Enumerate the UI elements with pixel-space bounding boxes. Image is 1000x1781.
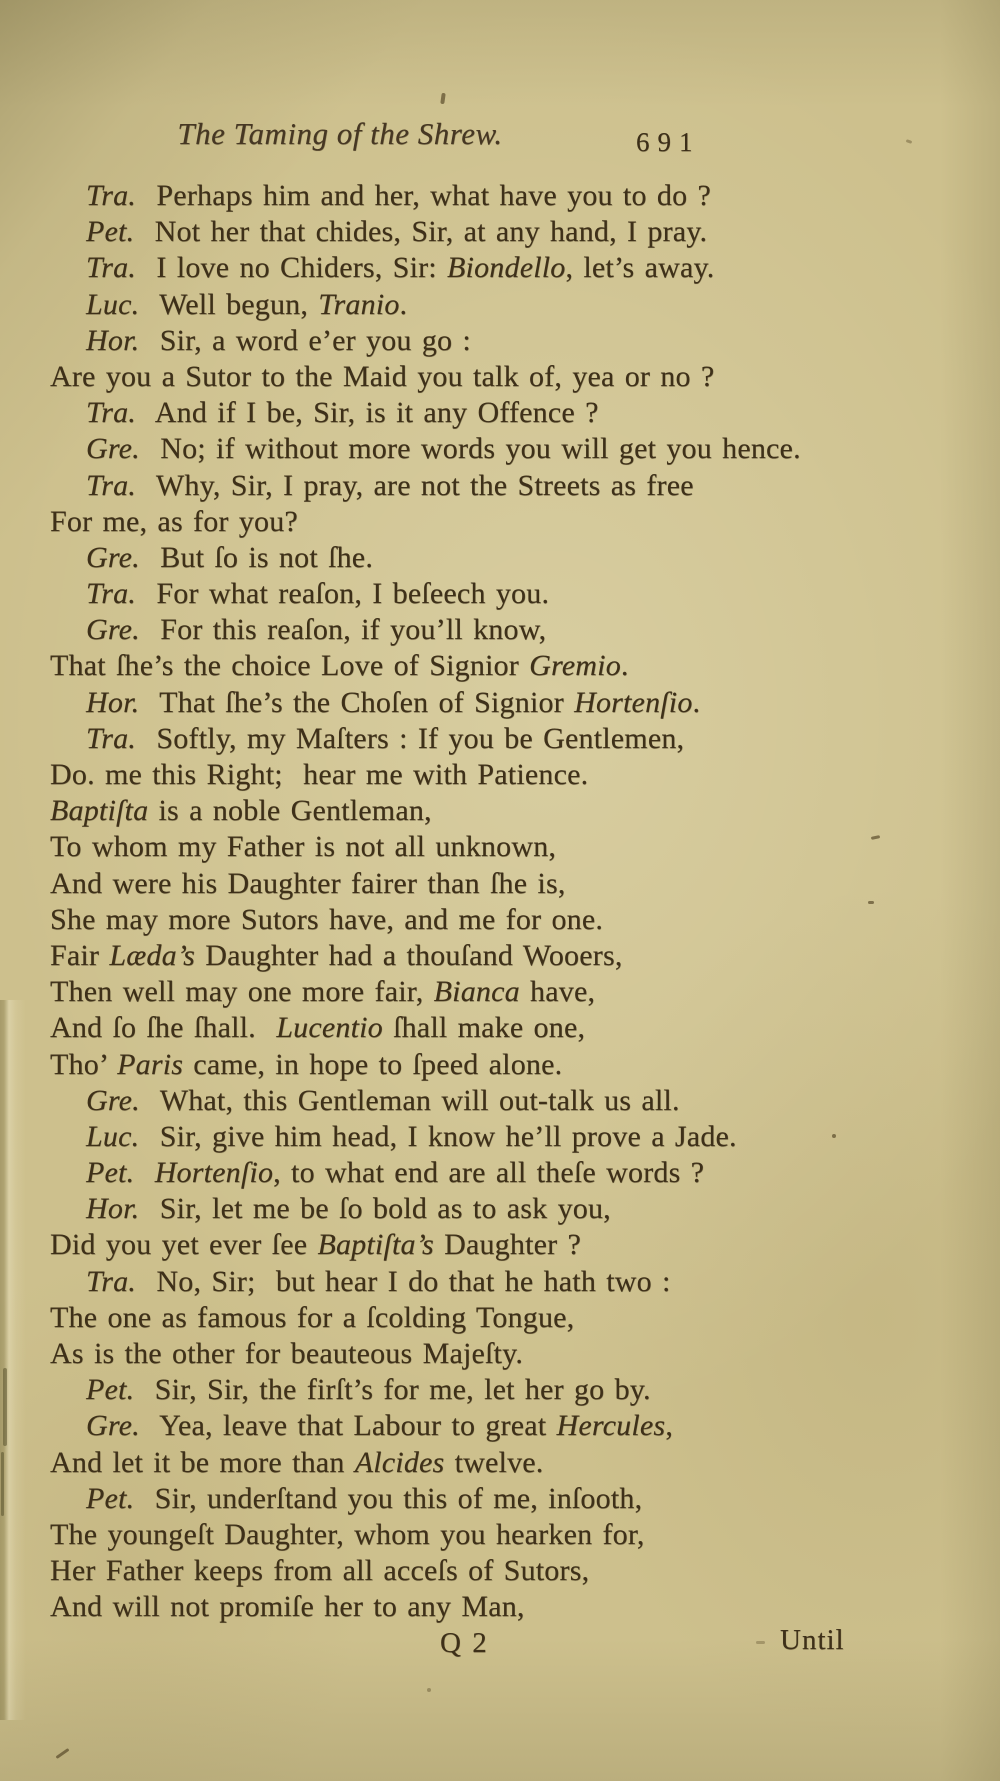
play-line	[50, 866, 970, 902]
play-line	[50, 648, 970, 684]
speaker-prefix: Tra.	[86, 251, 137, 285]
play-line	[50, 431, 970, 467]
play-line	[50, 1010, 970, 1046]
line-segment: Her Father keeps from all acceſs of Sutors,	[50, 1554, 590, 1588]
play-line	[50, 214, 970, 250]
line-segment: As is the other for beauteous Majeſty.	[50, 1337, 524, 1370]
speaker-prefix: Pet.	[86, 215, 135, 249]
line-segment: Softly, my Maſters : If you be Gentlemen,	[136, 721, 685, 755]
line-segment: Paris	[117, 1047, 184, 1081]
line-segment: She may more Sutors have, and me for one.	[50, 902, 604, 936]
play-line	[50, 938, 970, 974]
line-segment: , to what end are all theſe words ?	[273, 1156, 705, 1190]
line-segment: Then well may one more fair,	[50, 975, 434, 1009]
line-segment: Hortenſio	[574, 685, 693, 719]
line-segment: Læda’s	[109, 938, 196, 972]
line-segment: Sir, a word e’er you go :	[139, 323, 471, 357]
line-segment: For me, as for you?	[50, 504, 298, 538]
play-line	[50, 1517, 970, 1553]
paper-speck	[55, 1748, 69, 1759]
line-segment: Alcides	[354, 1445, 445, 1479]
speaker-prefix: Tra.	[86, 396, 137, 430]
play-line	[50, 829, 970, 865]
paper-speck	[868, 901, 874, 904]
line-segment: Baptiſta’s	[317, 1228, 434, 1262]
play-line	[50, 974, 970, 1010]
binding-thread-mark	[3, 1368, 7, 1446]
line-segment: But ſo is not ſhe.	[139, 540, 374, 574]
line-segment: Well begun,	[139, 287, 319, 321]
line-segment: Lucentio	[276, 1011, 383, 1045]
speaker-prefix: Pet.	[86, 1156, 135, 1190]
line-segment: What, this Gentleman will out-talk us all.	[139, 1083, 680, 1117]
play-line	[50, 685, 970, 721]
speaker-prefix: Hor.	[86, 1192, 140, 1226]
line-segment: And let it be more than	[50, 1445, 355, 1479]
play-line	[50, 1372, 970, 1408]
line-segment: Daughter ?	[433, 1228, 582, 1262]
line-segment: For what reaſon, I beſeech you.	[136, 577, 550, 611]
page-gutter-edge	[0, 1000, 26, 1720]
line-segment: Yea, leave that Labour to great	[139, 1409, 557, 1443]
speaker-prefix: Gre.	[86, 1083, 140, 1117]
speaker-prefix: Tra.	[86, 1264, 137, 1298]
paper-speck	[756, 1641, 765, 1644]
line-segment: No; if without more words you will get you hence.	[139, 432, 801, 466]
play-line	[50, 612, 970, 648]
line-segment: And ſo ſhe ſhall.	[50, 1011, 277, 1045]
play-line	[50, 1155, 970, 1191]
line-segment: .	[620, 649, 629, 683]
line-segment: ,	[665, 1409, 674, 1443]
play-line	[50, 1445, 970, 1481]
line-segment: Perhaps him and her, what have you to do ?	[136, 179, 711, 212]
line-segment: ſhall make one,	[382, 1011, 586, 1045]
play-line	[50, 1227, 970, 1263]
line-segment: Sir, underſtand you this of me, inſooth,	[134, 1481, 643, 1515]
line-segment: Do. me this Right; hear me with Patience.	[50, 758, 589, 791]
speaker-prefix: Gre.	[86, 432, 140, 466]
catchword: Until	[780, 1624, 845, 1656]
play-line	[50, 1553, 970, 1589]
play-line	[50, 504, 970, 540]
line-segment: To whom my Father is not all unknown,	[50, 830, 557, 864]
line-segment: Bianca	[433, 975, 520, 1009]
play-line	[50, 1589, 970, 1625]
line-segment: came, in hope to ſpeed alone.	[183, 1047, 563, 1081]
play-line	[50, 178, 970, 214]
line-segment: Sir, give him head, I know he’ll prove a Jade.	[139, 1119, 737, 1153]
speaker-prefix: Tra.	[86, 577, 137, 611]
paper-speck	[832, 1134, 836, 1138]
play-line	[50, 287, 970, 323]
line-segment: twelve.	[444, 1445, 544, 1479]
line-segment: , let’s away.	[565, 251, 715, 285]
line-segment: The one as famous for a ſcolding Tongue,	[50, 1300, 575, 1334]
play-line	[50, 1481, 970, 1517]
line-segment: is a noble Gentleman,	[148, 794, 432, 828]
line-segment: Gremio	[529, 649, 621, 683]
play-line	[50, 1408, 970, 1444]
line-segment: .	[692, 685, 701, 719]
speaker-prefix: Gre.	[86, 540, 140, 574]
play-line	[50, 250, 970, 286]
play-line	[50, 359, 970, 395]
line-segment: That ſhe’s the choice Love of Signior	[50, 649, 530, 683]
play-line	[50, 1264, 970, 1300]
line-segment: Biondello	[447, 251, 566, 285]
line-segment: Baptiſta	[50, 794, 149, 828]
line-segment: No, Sir; but hear I do that he hath two :	[136, 1264, 671, 1298]
line-segment: And were his Daughter fairer than ſhe is,	[50, 866, 566, 900]
speaker-prefix: Tra.	[86, 721, 137, 755]
paper-speck	[906, 139, 913, 144]
line-segment: Daughter had a thouſand Wooers,	[195, 938, 623, 972]
speaker-prefix: Hor.	[86, 685, 140, 719]
speaker-prefix: Gre.	[86, 1409, 140, 1443]
line-segment: For this reaſon, if you’ll know,	[139, 613, 547, 647]
line-segment: The youngeſt Daughter, whom you hearken for,	[50, 1517, 645, 1551]
line-segment: That ſhe’s the Choſen of Signior	[139, 685, 575, 719]
line-segment: Hortenſio	[154, 1156, 274, 1190]
speaker-prefix: Tra.	[86, 468, 137, 502]
line-segment: Are you a Sutor to the Maid you talk of, yea or no ?	[50, 359, 715, 393]
running-title: The Taming of the Shrew.	[177, 116, 503, 151]
line-segment: have,	[519, 975, 596, 1009]
line-segment	[134, 1156, 154, 1189]
play-line	[50, 1300, 970, 1336]
play-line	[50, 793, 970, 829]
binding-thread-mark	[1, 1452, 4, 1516]
speaker-prefix: Pet.	[86, 1373, 135, 1407]
paper-speck	[440, 93, 445, 104]
line-segment: Sir, let me be ſo bold as to ask you,	[139, 1192, 611, 1226]
speaker-prefix: Gre.	[86, 613, 140, 647]
line-segment: Fair	[50, 938, 110, 972]
text-block	[50, 178, 970, 1626]
play-line	[50, 1047, 970, 1083]
signature-mark: Q 2	[440, 1627, 487, 1659]
line-segment: Did you yet ever ſee	[50, 1228, 318, 1262]
line-segment: Sir, Sir, the firſt’s for me, let her go by.	[134, 1373, 651, 1407]
play-line	[50, 1336, 970, 1372]
line-segment: I love no Chiders, Sir:	[136, 251, 448, 285]
speaker-prefix: Hor.	[86, 323, 140, 357]
line-segment: And will not promiſe her to any Man,	[50, 1590, 525, 1624]
line-segment: And if I be, Sir, is it any Offence ?	[136, 396, 599, 430]
play-line	[50, 323, 970, 359]
paper-speck	[427, 1688, 431, 1692]
play-line	[50, 576, 970, 612]
speaker-prefix: Luc.	[86, 287, 140, 321]
line-segment: Tranio	[318, 287, 400, 321]
play-line	[50, 468, 970, 504]
line-segment: .	[399, 287, 408, 321]
speaker-prefix: Luc.	[86, 1119, 140, 1153]
speaker-prefix: Pet.	[86, 1481, 135, 1515]
play-line	[50, 540, 970, 576]
play-line	[50, 757, 970, 793]
play-line	[50, 1083, 970, 1119]
line-segment: Tho’	[50, 1047, 118, 1081]
line-segment: Not her that chides, Sir, at any hand, I pray.	[134, 215, 708, 249]
line-segment: Why, Sir, I pray, are not the Streets as free	[136, 468, 694, 502]
play-line	[50, 721, 970, 757]
play-line	[50, 1191, 970, 1227]
speaker-prefix: Tra.	[86, 179, 137, 212]
play-line	[50, 395, 970, 431]
page-number: 691	[636, 127, 701, 157]
line-segment: Hercules	[556, 1409, 666, 1443]
play-line	[50, 902, 970, 938]
